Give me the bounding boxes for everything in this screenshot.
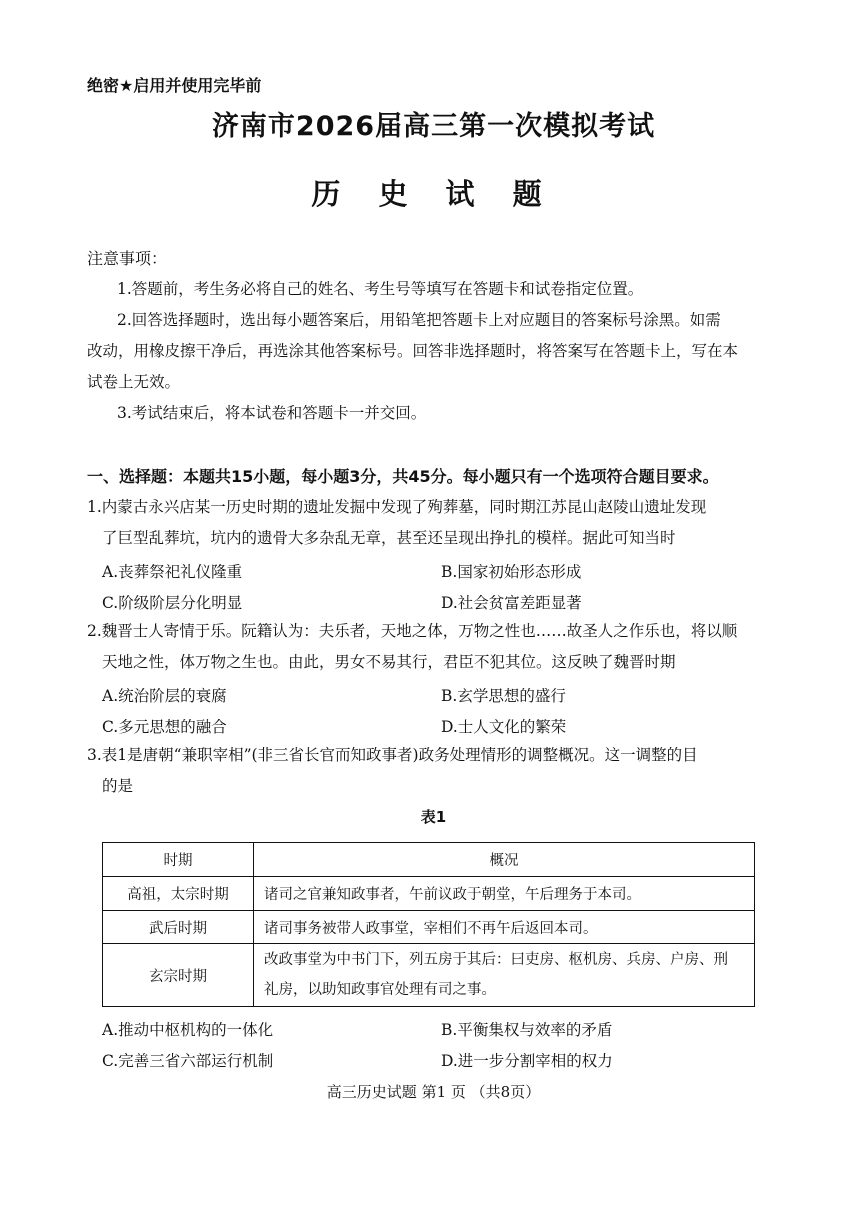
- question-2-option-b: B.玄学思想的盛行: [441, 687, 566, 705]
- table-cell-overview: 诸司事务被带人政事堂，宰相们不再午后返回本司。: [254, 911, 755, 944]
- section-heading: 一、选择题：本题共15小题，每小题3分，共45分。每小题只有一个选项符合题目要求。: [87, 467, 719, 486]
- question-1-stem-line-1: 1.内蒙古永兴店某一历史时期的遗址发掘中发现了殉葬墓，同时期江苏昆山赵陵山遗址发现: [87, 498, 707, 516]
- table-cell-period: 玄宗时期: [103, 944, 254, 1007]
- table-row: [103, 944, 755, 1007]
- table-1-caption: 表1: [420, 808, 447, 826]
- question-2-option-a: A.统治阶层的衰腐: [102, 687, 227, 705]
- page-footer: 高三历史试题 第1 页 （共8页）: [326, 1083, 541, 1101]
- table-cell-period: 武后时期: [103, 911, 254, 944]
- table-header-row: [103, 843, 755, 877]
- question-2-stem-line-2: 天地之性，体万物之生也。由此，男女不易其行，君臣不犯其位。这反映了魏晋时期: [102, 653, 676, 671]
- question-3-option-b: B.平衡集权与效率的矛盾: [441, 1021, 613, 1039]
- question-3-stem-line-2: 的是: [102, 777, 134, 795]
- table-cell-overview: [254, 944, 755, 1007]
- table-cell-overview-line-1: 改政事堂为中书门下，列五房于其后：曰吏房、枢机房、兵房、户房、刑: [264, 952, 728, 968]
- question-1-option-d: D.社会贫富差距显著: [441, 594, 582, 612]
- notice-heading: 注意事项：: [87, 249, 168, 268]
- question-3-option-d: D.进一步分割宰相的权力: [441, 1052, 613, 1070]
- table-1: [102, 842, 755, 1007]
- question-1-option-b: B.国家初始形态形成: [441, 563, 582, 581]
- table-header-period: 时期: [103, 843, 254, 877]
- table-cell-overview-line-2: 礼房，以助知政事官处理有司之事。: [264, 982, 496, 998]
- table-cell-overview: 诸司之官兼知政事者，午前议政于朝堂，午后理务于本司。: [254, 877, 755, 911]
- question-3-option-a: A.推动中枢机构的一体化: [102, 1021, 274, 1039]
- notice-item-3: 3.考试结束后，将本试卷和答题卡一并交回。: [117, 404, 427, 422]
- secret-mark: 绝密★启用并使用完毕前: [87, 76, 262, 95]
- notice-item-2-line-2: 改动，用橡皮擦干净后，再选涂其他答案标号。回答非选择题时，将答案写在答题卡上，写在本: [87, 342, 739, 360]
- notice-item-2-line-1: 2.回答选择题时，选出每小题答案后，用铅笔把答题卡上对应题目的答案标号涂黑。如需: [117, 311, 721, 329]
- question-1-stem-line-2: 了巨型乱葬坑，坑内的遗骨大多杂乱无章，甚至还呈现出挣扎的模样。据此可知当时: [102, 529, 676, 547]
- notice-item-2-line-3: 试卷上无效。: [87, 373, 181, 391]
- question-2-stem-line-1: 2.魏晋士人寄情于乐。阮籍认为：夫乐者，天地之体，万物之性也……故圣人之作乐也，将以顺: [87, 622, 738, 640]
- table-row: [103, 911, 755, 944]
- question-1-option-c: C.阶级阶层分化明显: [102, 594, 243, 612]
- question-2-option-c: C.多元思想的融合: [102, 718, 227, 736]
- question-3-stem-line-1: 3.表1是唐朝“兼职宰相”(非三省长官而知政事者)政务处理情形的调整概况。这一调整的目: [87, 746, 698, 764]
- table-header-overview: 概况: [254, 843, 755, 877]
- table-cell-period: 高祖，太宗时期: [103, 877, 254, 911]
- notice-item-1: 1.答题前，考生务必将自己的姓名、考生号等填写在答题卡和试卷指定位置。: [117, 280, 644, 298]
- question-3-option-c: C.完善三省六部运行机制: [102, 1052, 274, 1070]
- exam-title: 济南市2026届高三第一次模拟考试: [211, 111, 656, 142]
- table-row: [103, 877, 755, 911]
- question-1-option-a: A.丧葬祭祀礼仪隆重: [102, 563, 243, 581]
- subject-title: 历 史 试 题: [311, 177, 556, 211]
- question-2-option-d: D.士人文化的繁荣: [441, 718, 567, 736]
